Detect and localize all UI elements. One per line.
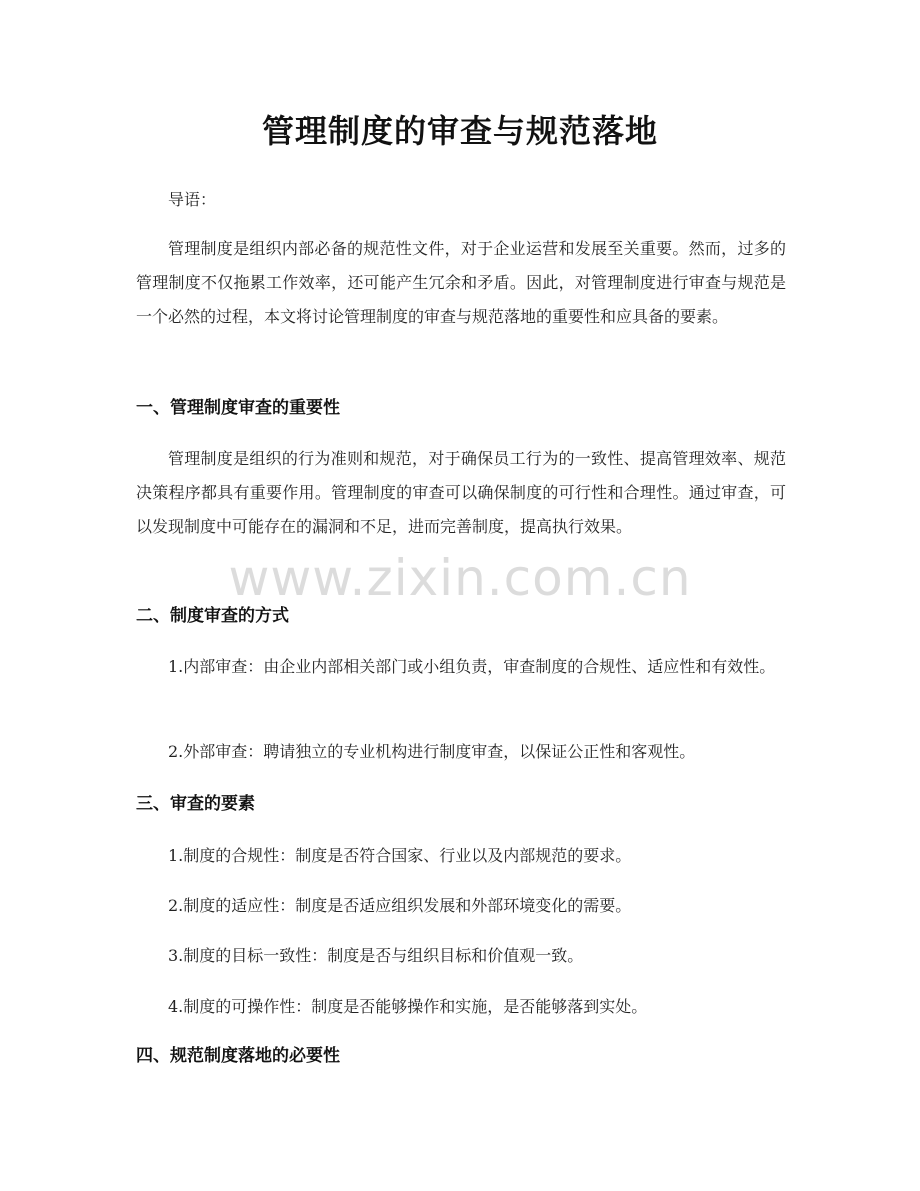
section-4-heading: 四、规范制度落地的必要性 xyxy=(136,1046,340,1066)
section-3-item-3: 3.制度的目标一致性：制度是否与组织目标和价值观一致。 xyxy=(168,946,584,965)
intro-label: 导语： xyxy=(168,190,217,209)
watermark: www.zixin.com.cn xyxy=(228,549,692,607)
section-3-heading: 三、审查的要素 xyxy=(136,794,255,814)
section-1-paragraph: 管理制度是组织的行为准则和规范，对于确保员工行为的一致性、提高管理效率、规范决策程序都具有重要作用。管理制度的审查可以确保制度的可行性和合理性。通过审查，可以发现制度中可能存在的漏洞和不足，进而完善制度，提高执行效果。 xyxy=(136,449,786,536)
section-3-item-2: 2.制度的适应性：制度是否适应组织发展和外部环境变化的需要。 xyxy=(168,896,632,915)
document-title: 管理制度的审查与规范落地 xyxy=(261,112,658,150)
section-2-heading: 二、制度审查的方式 xyxy=(136,606,289,626)
section-3-item-4: 4.制度的可操作性：制度是否能够操作和实施，是否能够落到实处。 xyxy=(168,997,648,1016)
section-1-heading: 一、管理制度审查的重要性 xyxy=(136,398,340,418)
intro-paragraph: 管理制度是组织内部必备的规范性文件，对于企业运营和发展至关重要。然而，过多的管理制度不仅拖累工作效率，还可能产生冗余和矛盾。因此，对管理制度进行审查与规范是一个必然的过程，本文将讨论管理制度的审查与规范落地的重要性和应具备的要素。 xyxy=(136,239,786,326)
section-2-item-2: 2.外部审查：聘请独立的专业机构进行制度审查，以保证公正性和客观性。 xyxy=(168,742,696,761)
section-3-item-1: 1.制度的合规性：制度是否符合国家、行业以及内部规范的要求。 xyxy=(168,846,632,865)
section-2-item-1: 1.内部审查：由企业内部相关部门或小组负责，审查制度的合规性、适应性和有效性。 xyxy=(168,657,776,676)
